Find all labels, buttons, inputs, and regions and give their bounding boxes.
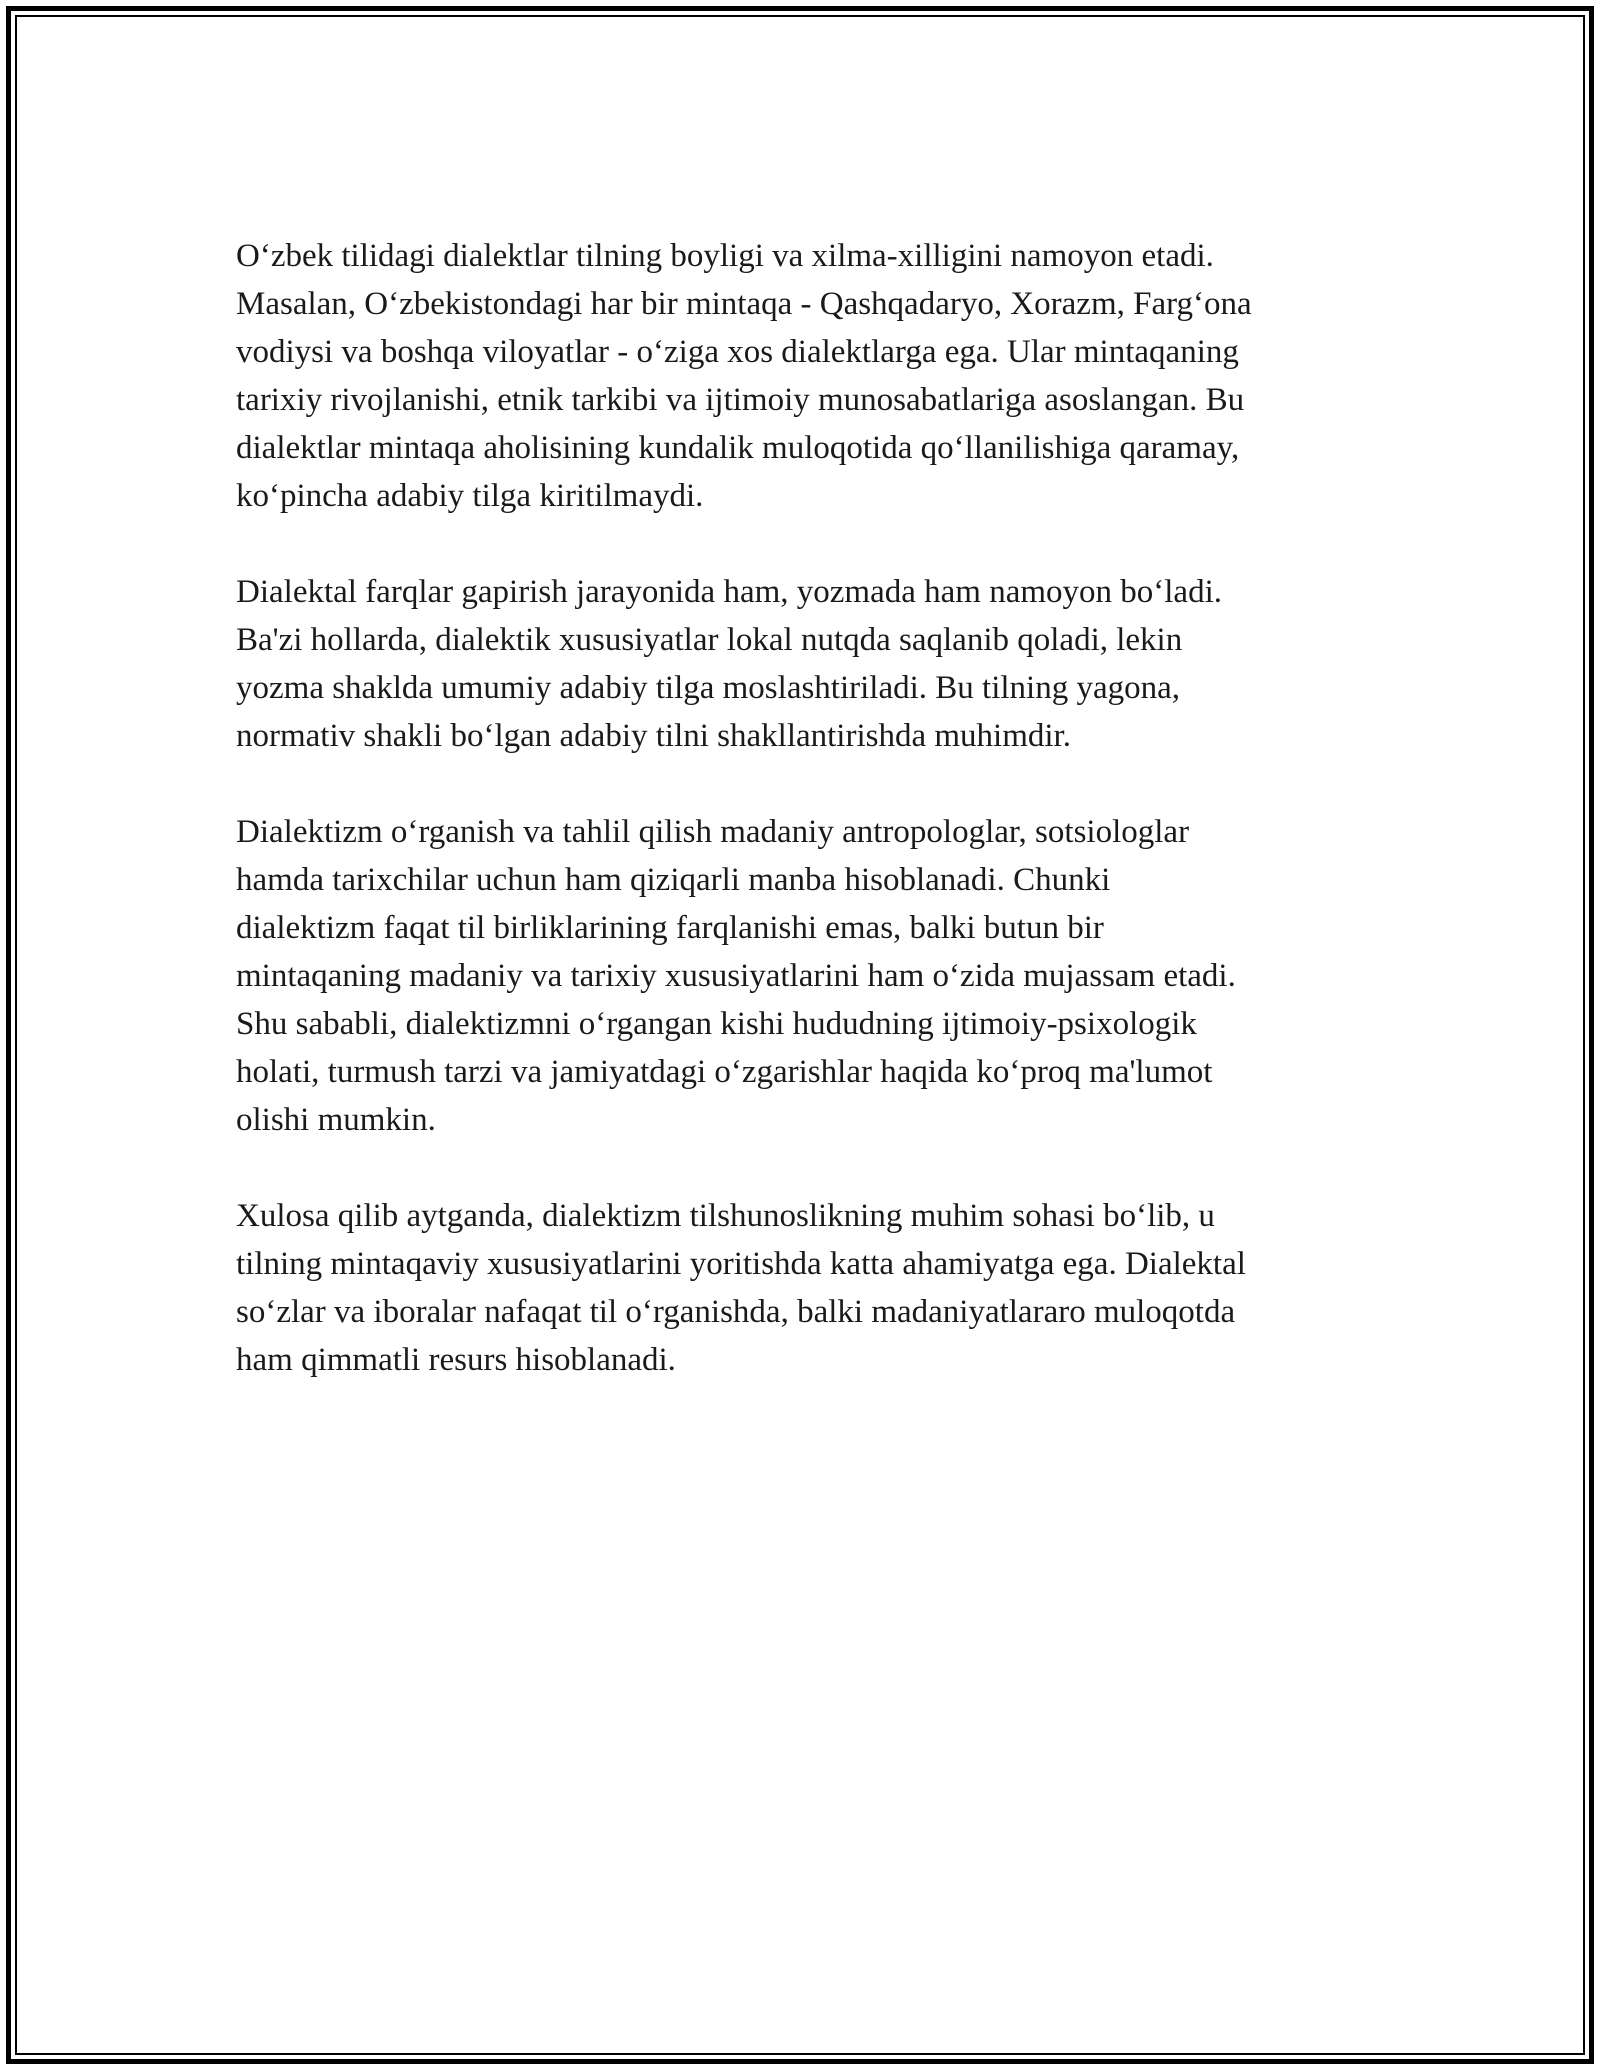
text-line: Shu sababli, dialektizmni oʻrgangan kishi hududning ijtimoiy-psixologik [236, 1006, 1197, 1042]
document-body [236, 232, 1386, 1384]
text-line: dialektlar mintaqa aholisining kundalik muloqotida qoʻllanilishiga qaramay, [236, 430, 1240, 466]
text-line: mintaqaning madaniy va tarixiy xususiyatlarini ham oʻzida mujassam etadi. [236, 958, 1236, 994]
text-line: holati, turmush tarzi va jamiyatdagi oʻzgarishlar haqida koʻproq ma'lumot [236, 1054, 1213, 1090]
paragraph-3 [236, 808, 1386, 1144]
text-line: Ba'zi hollarda, dialektik xususiyatlar lokal nutqda saqlanib qoladi, lekin [236, 622, 1183, 658]
text-line: hamda tarixchilar uchun ham qiziqarli manba hisoblanadi. Chunki [236, 862, 1111, 898]
text-line: olishi mumkin. [236, 1102, 436, 1138]
paragraph-2 [236, 568, 1386, 760]
paragraph-4 [236, 1192, 1386, 1384]
text-line: ham qimmatli resurs hisoblanadi. [236, 1342, 676, 1378]
text-line: vodiysi va boshqa viloyatlar - oʻziga xos dialektlarga ega. Ular mintaqaning [236, 334, 1239, 370]
text-line: Dialektizm oʻrganish va tahlil qilish madaniy antropologlar, sotsiologlar [236, 814, 1190, 850]
text-line: Masalan, Oʻzbekistondagi har bir mintaqa - Qashqadaryo, Xorazm, Fargʻona [236, 286, 1252, 322]
text-line: soʻzlar va iboralar nafaqat til oʻrganishda, balki madaniyatlararo muloqotda [236, 1294, 1236, 1330]
text-line: normativ shakli boʻlgan adabiy tilni shakllantirishda muhimdir. [236, 718, 1071, 754]
text-line: Dialektal farqlar gapirish jarayonida ham, yozmada ham namoyon boʻladi. [236, 574, 1222, 610]
text-line: tarixiy rivojlanishi, etnik tarkibi va ijtimoiy munosabatlariga asoslangan. Bu [236, 382, 1245, 418]
text-line: koʻpincha adabiy tilga kiritilmaydi. [236, 478, 704, 514]
text-line: dialektizm faqat til birliklarining farqlanishi emas, balki butun bir [236, 910, 1104, 946]
paragraph-1 [236, 232, 1386, 520]
text-line: Oʻzbek tilidagi dialektlar tilning boyligi va xilma-xilligini namoyon etadi. [236, 238, 1214, 274]
text-line: yozma shaklda umumiy adabiy tilga moslashtiriladi. Bu tilning yagona, [236, 670, 1181, 706]
text-line: tilning mintaqaviy xususiyatlarini yoritishda katta ahamiyatga ega. Dialektal [236, 1246, 1246, 1282]
text-line: Xulosa qilib aytganda, dialektizm tilshunoslikning muhim sohasi boʻlib, u [236, 1198, 1215, 1234]
